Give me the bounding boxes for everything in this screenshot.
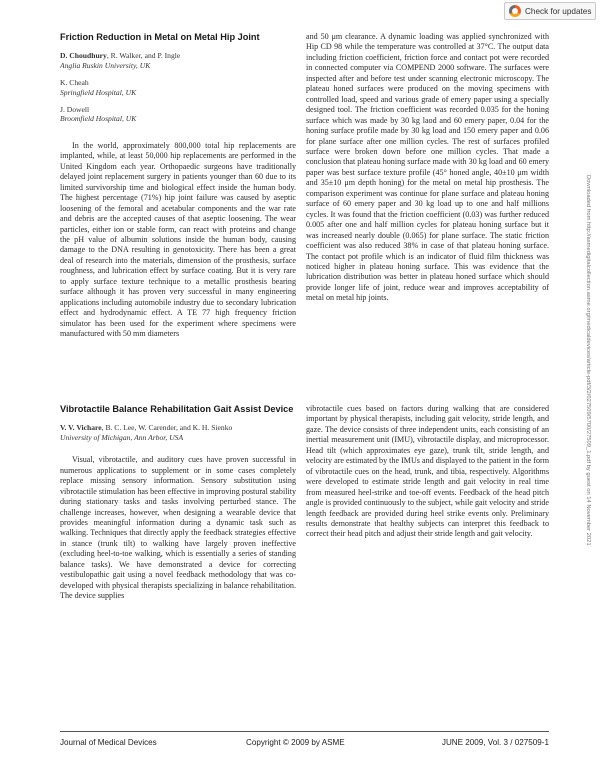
article1-body-left: In the world, approximately 800,000 total hip replacements are implanted, while, at least 50,000 hip replacements are performed in the United Kingdom each year. Orthopaedic surgeons have traditionally delayed joint replacement surgery in patients younger than 60 due to its limited survivorship time and biological effect inside the human body. The highest percentage (71%) hip joint failure was caused by aseptic loosening of the femoral and acetabular components and the war rate and debris are the accepted causes of that aseptic loosening. The wear particles, either ion or stable form, can react with proteins and change the pH value of albumin solutions inside the human body, causing damage to the DNA resulting in genotoxicity. There has been a great deal of research into the materials, dimension of the prosthesis, surface roughness, and lubrication effect by surface coating. But it is very rare to apply surface texture technique to a metallic prosthesis bearing surface although it has proven very successful in many engineering applications including automobile industry due to secondary lubrication effect and hydrodynamic effect. A TE 77 high frequency friction simulator has been used for the experiment where specimens were manufactured with 50 mm diameters: [60, 140, 296, 339]
article2-title: Vibrotactile Balance Rehabilitation Gait Assist Device: [60, 404, 294, 414]
check-for-updates-button[interactable]: [504, 2, 596, 20]
article2-left-column: [60, 404, 296, 602]
article1-right-column: [306, 32, 549, 304]
article2-body-right: vibrotactile cues based on factors during walking that are considered important by physical therapists, including gait velocity, stride length, and gaze. The device consists of three independent units, each consisting of an inertial measurement unit (IMU), vibrotactile display, and microprocessor. Head tilt (which approximates eye gaze), trunk tilt, stride length, and velocity are estimated by the IMUs and displayed to the patient in the form of vibrotactile cues on the head, trunk, and tibia, respectively. Algorithms were developed to estimate stride length and gait velocity in real time from measured heel-strike and toe-off events. Feedback of the head pitch angle is provided continuously to the subject, while gait velocity and stride length feedback are provided during heel strike events only. Preliminary results demonstrate that healthy subjects can interpret this feedback to correct their head pitch and adjust their stride length and gait velocity.: [306, 404, 549, 539]
author-lead: D. Choudhury: [60, 51, 107, 61]
affiliation: University of Michigan, Ann Arbor, USA: [60, 432, 184, 442]
check-for-updates-label: Check for updates: [525, 6, 592, 16]
article1-title: Friction Reduction in Metal on Metal Hip Joint: [60, 32, 260, 42]
author-rest: , B. C. Lee, W. Carender, and K. H. Sienko: [101, 423, 233, 433]
issue-info: JUNE 2009, Vol. 3 / 027509-1: [441, 738, 549, 747]
article1-left-column: [60, 32, 296, 340]
author-rest: , R. Walker, and P. Ingle: [106, 51, 181, 61]
author-lead: V. V. Vichare: [60, 423, 102, 433]
author-block-1: [60, 51, 296, 70]
footer-rule: [60, 731, 549, 732]
article1-body-right: and 50 μm clearance. A dynamic loading was applied synchronized with Hip CD 98 while the temperature was controlled at 37°C. The output data including friction coefficient, friction force and contact pot were recorded in connected computer via COMPEND 2000 software. The surfaces were inspected after and before test under scanning electronic microscopy. The plateau honed surfaces were produced on the moving specimens with controlled load, speed and various grade of emery paper using a specially designed tool. The friction coefficient was recorded 0.035 for the honing surface which was made by 30 kg laod and 60 emery paper, 0.04 for the honing surface profile made by 30 kg load and 150 emery paper and 0.06 for plane surface after one million cycles. The rest of surfaces profiled surface were broken down before one million cycles. That made a conclusion that plateau honing surface made with 30 kg load and 60 emery paper was best surface texture profile (45° honed angle, 40±10 μm width and 35±10 μm depth honing) for the metal on metal hip prosthesis. The comparison experiment was continue for plane surface and plateau honing surface of 60 emery paper and 30 kg load up to one and half millions cycles. It was found that the friction coefficient (0.03) was further reduced 0.005 after one and half million cycles for plateau honing surface but it was increased nearly double (0.065) for plane surface. The static friction coefficient was also reduced 38% in case of that plateau honing surface. The contact pot profile which is an indicator of fluid film thickness was noticed higher in plateau honing surface. This was evidence that the lubrication distribution was better in plateau honed surface which should provide longer life of joint, reduce wear and improves acceptability of metal on metal hip joints.: [306, 32, 549, 303]
author-block-3: [60, 105, 296, 124]
author-block-2: [60, 78, 296, 97]
affiliation: Anglia Ruskin University, UK: [60, 60, 151, 70]
affiliation: Broomfield Hospital, UK: [60, 114, 137, 124]
journal-name: Journal of Medical Devices: [60, 738, 157, 747]
author-name: J. Dowell: [60, 105, 90, 115]
article2-right-column: [306, 404, 549, 540]
affiliation: Springfield Hospital, UK: [60, 87, 137, 97]
crossmark-icon: [509, 5, 521, 17]
article2-body-left: Visual, vibrotactile, and auditory cues have proven successful in numerous applications to supplement or in some cases completely replace missing sensory information. Sensory substitution using vibrotactile stimulation has been effective in improving postural stability during stationary tasks and tasks involving perturbed stance. The challenge increases, however, when designing a wearable device that provides meaningful information during a dynamic task such as walking. Techniques that directly apply the feedback strategies effective in stance (trunk tilt) to walking have largely proven ineffective (excluding heel-to-toe walking, which is essentially a series of standing balance tasks). We have demonstrated a device for correcting vestibulopathic gait using a novel feedback methodology that was co-developed with physical therapists specializing in balance rehabilitation. The device supplies: [60, 455, 296, 601]
author-name: K. Cheah: [60, 78, 89, 88]
copyright: Copyright © 2009 by ASME: [246, 738, 345, 747]
